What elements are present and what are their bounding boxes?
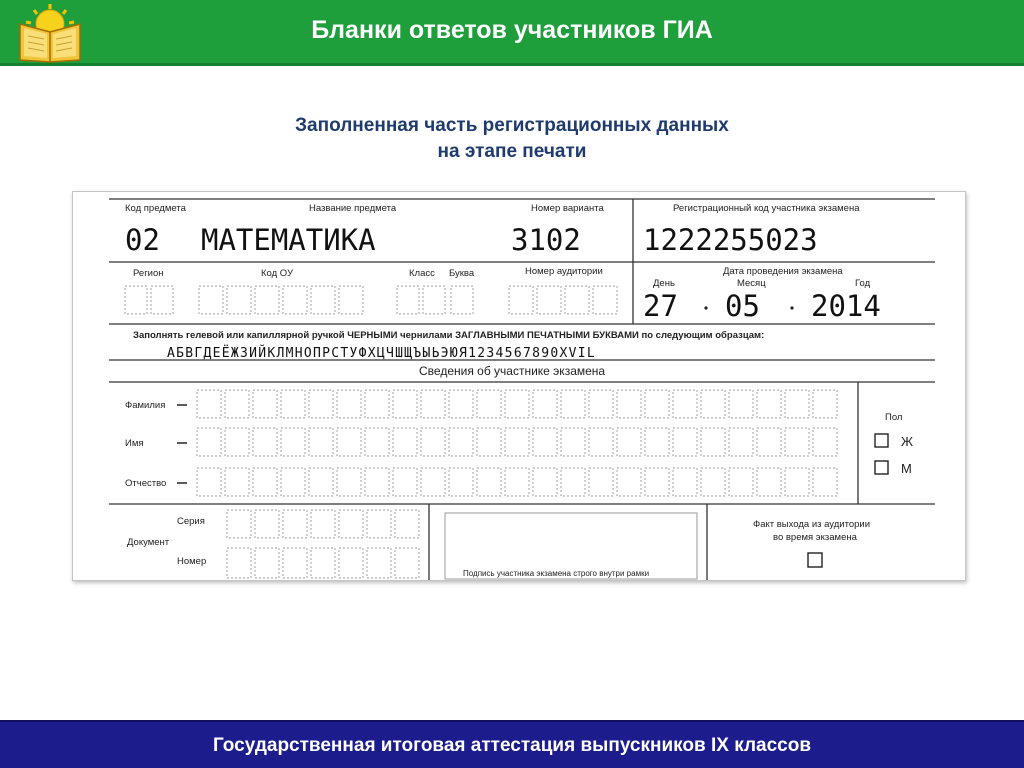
class-label: Класс bbox=[409, 268, 435, 279]
gender-male-checkbox[interactable] bbox=[875, 461, 888, 474]
footer-bar bbox=[0, 720, 1024, 768]
patronymic-cell[interactable] bbox=[197, 468, 221, 496]
doc-series-cell[interactable] bbox=[339, 510, 363, 538]
patronymic-cell[interactable] bbox=[645, 468, 669, 496]
doc-number-cell[interactable] bbox=[311, 548, 335, 578]
doc-number-cell[interactable] bbox=[255, 548, 279, 578]
patronymic-cell[interactable] bbox=[477, 468, 501, 496]
instruction-text: Заполнять гелевой или капиллярной ручкой ЧЕРНЫМИ чернилами ЗАГЛАВНЫМИ ПЕЧАТНЫМИ БУКВАМИ по следующим образцам: bbox=[133, 330, 765, 341]
surname-cell[interactable] bbox=[393, 390, 417, 418]
patronymic-cell[interactable] bbox=[785, 468, 809, 496]
name-cell[interactable] bbox=[701, 428, 725, 456]
doc-series-cell[interactable] bbox=[395, 510, 419, 538]
surname-cell[interactable] bbox=[785, 390, 809, 418]
class-cell[interactable] bbox=[397, 286, 419, 314]
school-code-cell[interactable] bbox=[199, 286, 223, 314]
letter-label: Буква bbox=[449, 268, 475, 279]
patronymic-cell[interactable] bbox=[561, 468, 585, 496]
doc-number-cell[interactable] bbox=[339, 548, 363, 578]
surname-cell[interactable] bbox=[617, 390, 641, 418]
series-label: Серия bbox=[177, 516, 205, 527]
name-cell[interactable] bbox=[533, 428, 557, 456]
date-separator-2 bbox=[790, 306, 793, 309]
patronymic-cell[interactable] bbox=[757, 468, 781, 496]
name-cell[interactable] bbox=[477, 428, 501, 456]
subject-name-value: МАТЕМАТИКА bbox=[201, 223, 376, 257]
surname-cell[interactable] bbox=[757, 390, 781, 418]
subject-code-value: 02 bbox=[125, 223, 160, 257]
footer-text: Государственная итоговая аттестация выпускников IX классов bbox=[212, 735, 812, 756]
school-code-label: Код ОУ bbox=[261, 268, 294, 279]
number-label: Номер bbox=[177, 556, 207, 567]
name-cell[interactable] bbox=[449, 428, 473, 456]
doc-number-cell[interactable] bbox=[227, 548, 251, 578]
surname-cell[interactable] bbox=[225, 390, 249, 418]
doc-number-cell[interactable] bbox=[283, 548, 307, 578]
reg-code-label: Регистрационный код участника экзамена bbox=[673, 203, 860, 214]
variant-label: Номер варианта bbox=[531, 203, 604, 214]
exit-checkbox[interactable] bbox=[808, 553, 822, 567]
patronymic-cell[interactable] bbox=[365, 468, 389, 496]
region-cell[interactable] bbox=[125, 286, 147, 314]
school-code-cell[interactable] bbox=[283, 286, 307, 314]
school-code-cell[interactable] bbox=[339, 286, 363, 314]
patronymic-cell[interactable] bbox=[309, 468, 333, 496]
room-cell[interactable] bbox=[565, 286, 589, 314]
patronymic-cell[interactable] bbox=[617, 468, 641, 496]
sample-characters: АБВГДЕЁЖЗИЙКЛМНОПРСТУФХЦЧШЩЪЫЬЭЮЯ1234567890XVIL bbox=[167, 346, 596, 361]
patronymic-cell[interactable] bbox=[589, 468, 613, 496]
doc-series-cell[interactable] bbox=[367, 510, 391, 538]
surname-cell[interactable] bbox=[729, 390, 753, 418]
name-cell[interactable] bbox=[785, 428, 809, 456]
surname-cell[interactable] bbox=[505, 390, 529, 418]
name-cell[interactable] bbox=[729, 428, 753, 456]
surname-cell[interactable] bbox=[309, 390, 333, 418]
name-cell[interactable] bbox=[673, 428, 697, 456]
region-cell[interactable] bbox=[151, 286, 173, 314]
surname-cell[interactable] bbox=[645, 390, 669, 418]
gender-male-label: М bbox=[901, 461, 912, 476]
doc-number-cell[interactable] bbox=[367, 548, 391, 578]
patronymic-cell[interactable] bbox=[393, 468, 417, 496]
room-cell[interactable] bbox=[593, 286, 617, 314]
surname-cell[interactable] bbox=[589, 390, 613, 418]
patronymic-cell[interactable] bbox=[729, 468, 753, 496]
subtitle-line-2: на этапе печати bbox=[437, 141, 587, 162]
exam-date-label: Дата проведения экзамена bbox=[723, 266, 843, 277]
doc-series-cell[interactable] bbox=[311, 510, 335, 538]
patronymic-cell[interactable] bbox=[281, 468, 305, 496]
surname-cell[interactable] bbox=[337, 390, 361, 418]
participant-section-title: Сведения об участнике экзамена bbox=[419, 364, 606, 378]
subject-name-label: Название предмета bbox=[309, 203, 397, 214]
name-cell[interactable] bbox=[421, 428, 445, 456]
surname-cell[interactable] bbox=[701, 390, 725, 418]
patronymic-cell[interactable] bbox=[673, 468, 697, 496]
date-year-value: 2014 bbox=[811, 289, 881, 323]
signature-label: Подпись участника экзамена строго внутри рамки bbox=[463, 569, 650, 578]
surname-cell[interactable] bbox=[197, 390, 221, 418]
doc-series-cell[interactable] bbox=[255, 510, 279, 538]
patronymic-cell[interactable] bbox=[813, 468, 837, 496]
patronymic-label: Отчество bbox=[125, 478, 167, 489]
patronymic-cell[interactable] bbox=[505, 468, 529, 496]
patronymic-cell[interactable] bbox=[449, 468, 473, 496]
surname-cell[interactable] bbox=[673, 390, 697, 418]
header-bar bbox=[0, 0, 1024, 66]
page-title: Бланки ответов участников ГИА bbox=[311, 16, 713, 44]
surname-cell[interactable] bbox=[365, 390, 389, 418]
region-label: Регион bbox=[133, 268, 164, 279]
document-label: Документ bbox=[127, 537, 170, 548]
name-cell[interactable] bbox=[589, 428, 613, 456]
subject-code-label: Код предмета bbox=[125, 203, 186, 214]
surname-cell[interactable] bbox=[281, 390, 305, 418]
exit-label-line-2: во время экзамена bbox=[773, 532, 857, 543]
surname-cell[interactable] bbox=[449, 390, 473, 418]
doc-series-cell[interactable] bbox=[227, 510, 251, 538]
subtitle-line-1: Заполненная часть регистрационных данных bbox=[295, 115, 729, 136]
day-label: День bbox=[653, 278, 675, 289]
room-label: Номер аудитории bbox=[525, 266, 603, 277]
name-cell[interactable] bbox=[281, 428, 305, 456]
doc-series-cell[interactable] bbox=[283, 510, 307, 538]
name-cell[interactable] bbox=[617, 428, 641, 456]
room-cell[interactable] bbox=[537, 286, 561, 314]
date-day-value: 27 bbox=[643, 289, 678, 323]
name-cell[interactable] bbox=[309, 428, 333, 456]
name-cell[interactable] bbox=[365, 428, 389, 456]
patronymic-cell[interactable] bbox=[225, 468, 249, 496]
surname-label: Фамилия bbox=[125, 400, 166, 411]
patronymic-cell[interactable] bbox=[533, 468, 557, 496]
exit-label-line-1: Факт выхода из аудитории bbox=[753, 519, 871, 530]
name-cell[interactable] bbox=[561, 428, 585, 456]
name-cell[interactable] bbox=[253, 428, 277, 456]
class-cell[interactable] bbox=[423, 286, 445, 314]
patronymic-cell[interactable] bbox=[337, 468, 361, 496]
name-cell[interactable] bbox=[757, 428, 781, 456]
name-label: Имя bbox=[125, 438, 144, 449]
answer-form-image bbox=[72, 191, 966, 581]
surname-cell[interactable] bbox=[533, 390, 557, 418]
name-cell[interactable] bbox=[337, 428, 361, 456]
patronymic-cell[interactable] bbox=[421, 468, 445, 496]
school-code-cell[interactable] bbox=[227, 286, 251, 314]
name-cell[interactable] bbox=[813, 428, 837, 456]
room-cell[interactable] bbox=[509, 286, 533, 314]
date-month-value: 05 bbox=[725, 289, 760, 323]
month-label: Месяц bbox=[737, 278, 766, 289]
surname-cell[interactable] bbox=[253, 390, 277, 418]
reg-code-value: 1222255023 bbox=[643, 223, 818, 257]
gender-label: Пол bbox=[885, 412, 903, 423]
name-cell[interactable] bbox=[225, 428, 249, 456]
doc-number-cell[interactable] bbox=[395, 548, 419, 578]
name-cell[interactable] bbox=[197, 428, 221, 456]
surname-cell[interactable] bbox=[813, 390, 837, 418]
gender-female-label: Ж bbox=[901, 434, 914, 449]
gender-female-checkbox[interactable] bbox=[875, 434, 888, 447]
letter-cell[interactable] bbox=[451, 286, 473, 314]
name-cell[interactable] bbox=[393, 428, 417, 456]
form-drawing bbox=[73, 192, 967, 582]
school-code-cell[interactable] bbox=[255, 286, 279, 314]
section-subtitle bbox=[212, 113, 812, 165]
name-cell[interactable] bbox=[645, 428, 669, 456]
variant-value: 3102 bbox=[511, 223, 581, 257]
year-label: Год bbox=[855, 278, 871, 289]
patronymic-cell[interactable] bbox=[701, 468, 725, 496]
surname-cell[interactable] bbox=[421, 390, 445, 418]
name-cell[interactable] bbox=[505, 428, 529, 456]
surname-cell[interactable] bbox=[561, 390, 585, 418]
surname-cell[interactable] bbox=[477, 390, 501, 418]
date-separator-1 bbox=[704, 306, 707, 309]
patronymic-cell[interactable] bbox=[253, 468, 277, 496]
school-code-cell[interactable] bbox=[311, 286, 335, 314]
